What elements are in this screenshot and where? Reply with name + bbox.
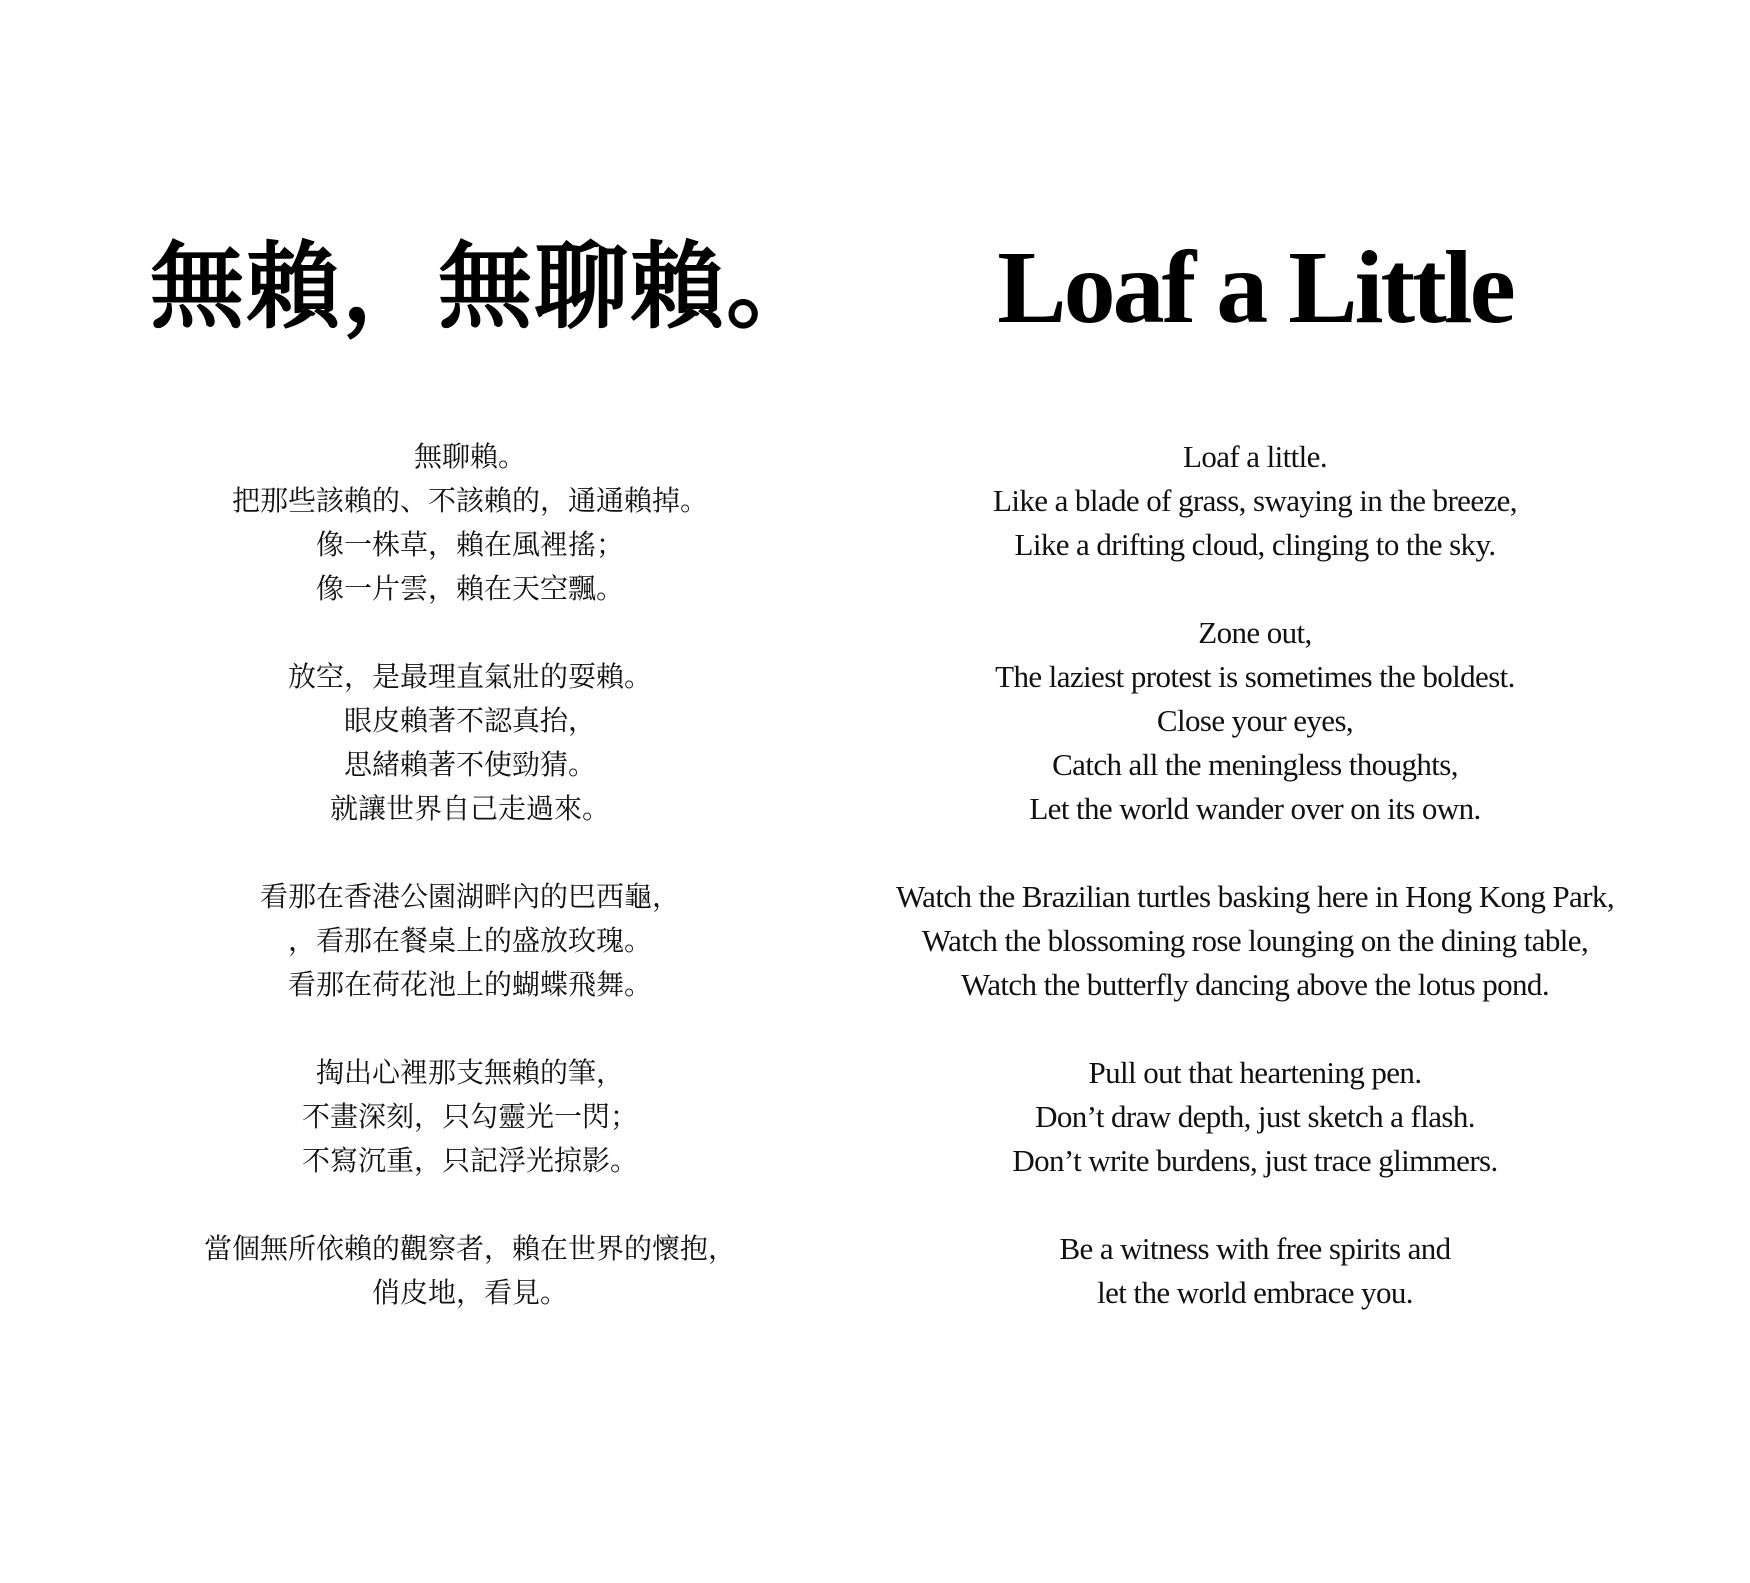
- poem-line: Close your eyes,: [1156, 703, 1354, 738]
- english-poem-body: [860, 435, 1650, 1359]
- english-stanza: [860, 611, 1650, 831]
- poem-line: Be a witness with free spirits and: [1059, 1231, 1451, 1266]
- poem-line: 掏出心裡那支無賴的筆，: [315, 1056, 624, 1089]
- poem-line: 把那些該賴的、不該賴的，通通賴掉。: [231, 484, 708, 517]
- poem-line: Don’t draw depth, just sketch a flash.: [1035, 1099, 1475, 1134]
- poem-line: 不寫沉重，只記浮光掠影。: [301, 1144, 638, 1177]
- poem-line: Catch all the meningless thoughts,: [1052, 747, 1458, 782]
- poem-line: Pull out that heartening pen.: [1088, 1055, 1422, 1090]
- poem-line: Don’t write burdens, just trace glimmers.: [1012, 1143, 1498, 1178]
- poem-line: ，看那在餐桌上的盛放玫瑰。: [287, 924, 652, 957]
- poem-line: 就讓世界自己走過來。: [329, 792, 610, 825]
- poem-line: The laziest protest is sometimes the boldest.: [995, 659, 1515, 694]
- poem-line: Zone out,: [1198, 615, 1312, 650]
- chinese-stanza: [150, 655, 790, 831]
- english-stanza: [860, 875, 1650, 1007]
- poem-line: 看那在荷花池上的蝴蝶飛舞。: [287, 968, 652, 1001]
- english-stanza: [860, 1227, 1650, 1315]
- poem-line: let the world embrace you.: [1097, 1275, 1413, 1310]
- chinese-stanza: [150, 1051, 790, 1183]
- poem-line: 放空，是最理直氣壯的耍賴。: [287, 660, 652, 693]
- english-title: Loaf a Little: [997, 230, 1513, 345]
- poem-line: Like a blade of grass, swaying in the breeze,: [993, 483, 1517, 518]
- poem-line: 眼皮賴著不認真抬，: [343, 704, 596, 737]
- chinese-poem-body: [150, 435, 790, 1359]
- poem-line: 俏皮地，看見。: [371, 1276, 568, 1309]
- english-stanza: [860, 1051, 1650, 1183]
- poem-line: 像一片雲，賴在天空飄。: [315, 572, 624, 605]
- poem-line: Like a drifting cloud, clinging to the sky.: [1014, 527, 1496, 562]
- chinese-stanza: [150, 435, 790, 611]
- poem-line: 不畫深刻，只勾靈光一閃；: [301, 1100, 638, 1133]
- poem-line: 思緒賴著不使勁猜。: [343, 748, 596, 781]
- chinese-title: 無賴，無聊賴。: [150, 233, 823, 342]
- poem-line: 看那在香港公園湖畔內的巴西龜，: [259, 880, 680, 913]
- poem-line: Watch the blossoming rose lounging on the dining table,: [921, 923, 1589, 958]
- poem-line: 當個無所依賴的觀察者，賴在世界的懷抱，: [203, 1232, 736, 1265]
- poem-line: 無聊賴。: [413, 440, 526, 473]
- poem-line: Watch the butterfly dancing above the lotus pond.: [961, 967, 1549, 1002]
- chinese-stanza: [150, 1227, 790, 1315]
- poem-line: 像一株草，賴在風裡搖；: [315, 528, 624, 561]
- chinese-stanza: [150, 875, 790, 1007]
- poem-line: Loaf a little.: [1183, 439, 1327, 474]
- english-stanza: [860, 435, 1650, 567]
- poem-line: Watch the Brazilian turtles basking here in Hong Kong Park,: [896, 879, 1614, 914]
- poem-line: Let the world wander over on its own.: [1029, 791, 1481, 826]
